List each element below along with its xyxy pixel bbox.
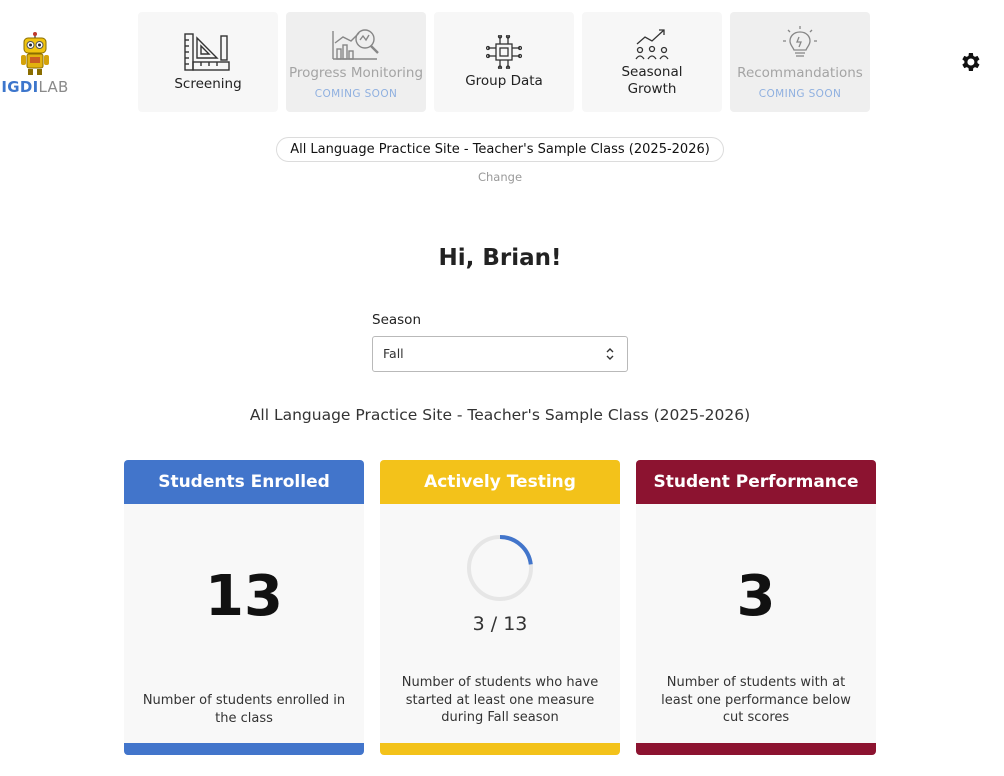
- chevron-up-down-icon: [605, 347, 615, 361]
- card-student-performance: [636, 460, 876, 755]
- card-actively-testing: [380, 460, 620, 755]
- nav-tile-group-data[interactable]: [434, 12, 574, 112]
- card-description: Number of students enrolled in the class: [142, 693, 346, 726]
- card-title: Student Performance: [636, 460, 876, 504]
- chart-magnifier-icon: [331, 25, 381, 61]
- card-description: Number of students with at least one performance below cut scores: [661, 675, 851, 725]
- robot-icon: [18, 32, 52, 76]
- class-selector-pill: All Language Practice Site - Teacher's Sample Class (2025-2026): [276, 137, 724, 162]
- card-footer-bar: [124, 743, 364, 755]
- nav-tile-screening[interactable]: [138, 12, 278, 112]
- card-footer-bar: [636, 743, 876, 755]
- coming-soon-badge: COMING SOON: [758, 87, 842, 100]
- nav-tile-seasonal-growth[interactable]: [582, 12, 722, 112]
- ruler-triangle-icon: [183, 32, 233, 72]
- nav-tile-recommandations[interactable]: [730, 12, 870, 112]
- season-label: Season: [372, 312, 421, 328]
- card-footer-bar: [380, 743, 620, 755]
- circuit-network-icon: [486, 35, 522, 69]
- progress-ring: [466, 534, 534, 602]
- lightbulb-icon: [782, 25, 818, 61]
- igdilab-logo[interactable]: [0, 32, 70, 96]
- nav-label: Group Data: [465, 72, 543, 89]
- card-description: Number of students who have started at least one measure during Fall season: [401, 675, 599, 725]
- card-title: Actively Testing: [380, 460, 620, 504]
- coming-soon-badge: COMING SOON: [314, 87, 398, 100]
- nav-label: Screening: [174, 75, 242, 92]
- performance-count: 3: [736, 564, 776, 629]
- enrolled-count: 13: [205, 564, 283, 629]
- nav-label: Recommandations: [737, 64, 863, 81]
- logo-text: IGDILAB: [1, 78, 69, 96]
- season-select[interactable]: [372, 336, 628, 372]
- nav-label: Seasonal Growth: [621, 64, 683, 97]
- card-students-enrolled: [124, 460, 364, 755]
- nav-tile-progress-monitoring[interactable]: [286, 12, 426, 112]
- growth-chart-people-icon: [634, 26, 670, 60]
- testing-ratio: 3 / 13: [472, 613, 528, 635]
- greeting-heading: Hi, Brian!: [438, 245, 562, 271]
- season-select-value: Fall: [383, 346, 404, 361]
- gear-icon[interactable]: [958, 50, 982, 74]
- change-class-link[interactable]: Change: [477, 170, 523, 184]
- class-title: All Language Practice Site - Teacher's Sample Class (2025-2026): [249, 406, 751, 424]
- nav-label: Progress Monitoring: [288, 64, 424, 81]
- card-title: Students Enrolled: [124, 460, 364, 504]
